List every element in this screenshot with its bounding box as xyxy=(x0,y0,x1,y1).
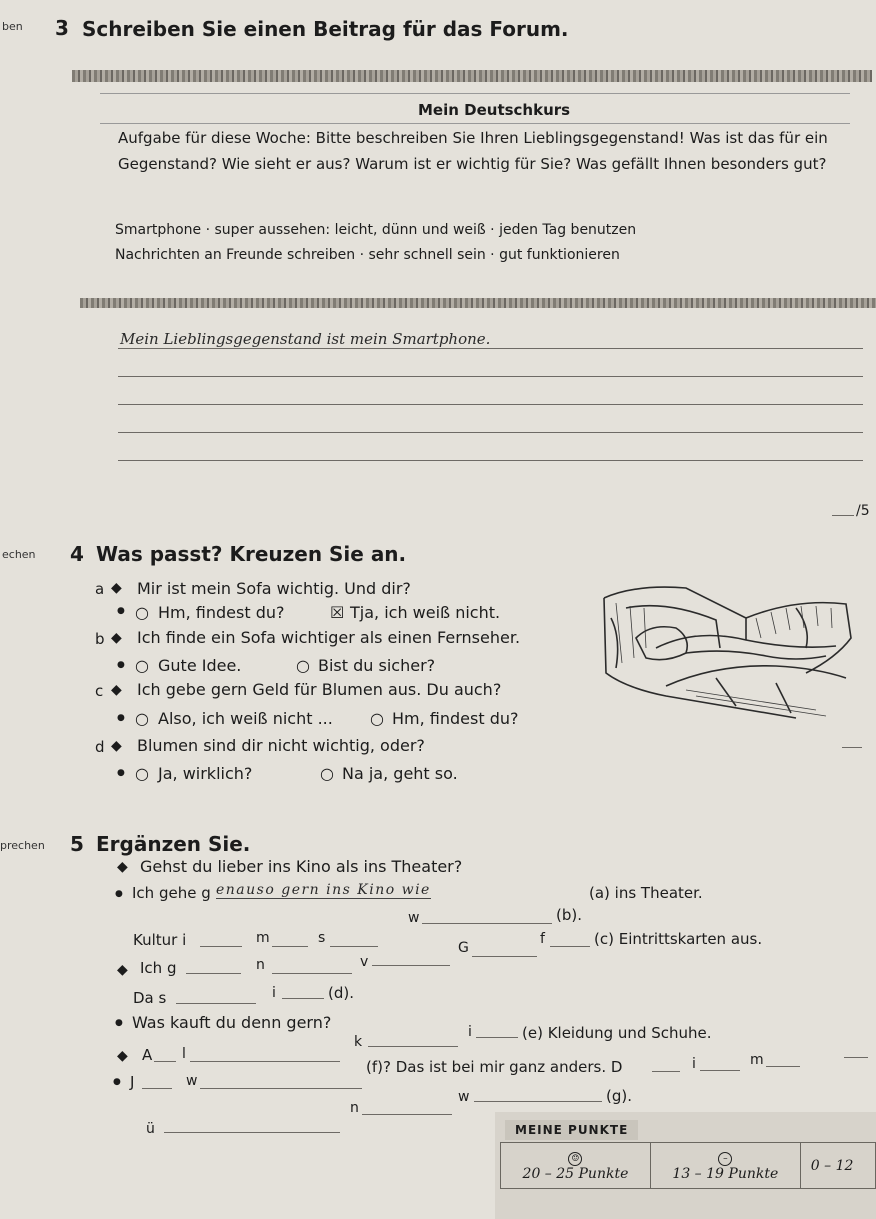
blank-letter: v xyxy=(360,954,369,970)
writing-line[interactable] xyxy=(118,376,863,377)
item-b-prompt: Ich finde ein Sofa wichtiger als einen Fernseher. xyxy=(137,628,521,647)
fill-blank[interactable] xyxy=(472,956,537,957)
item-b-opt1-label: Gute Idee. xyxy=(158,656,242,675)
fill-blank[interactable] xyxy=(368,1046,458,1047)
forum-rule xyxy=(100,123,850,124)
fill-blank[interactable] xyxy=(186,973,241,974)
blank-letter: w xyxy=(458,1089,470,1105)
fill-blank[interactable] xyxy=(200,1088,362,1089)
fill-blank[interactable] xyxy=(550,946,590,947)
blank-suffix-e: (e) Kleidung und Schuhe. xyxy=(522,1024,712,1042)
item-b-letter: b xyxy=(95,630,105,648)
writing-line[interactable] xyxy=(118,404,863,405)
fill-blank[interactable] xyxy=(190,1061,340,1062)
exercise-4-number: 4 xyxy=(70,542,84,566)
points-range-mid: 13 – 19 Punkte xyxy=(672,1166,779,1182)
blank-letter: ü xyxy=(146,1121,155,1137)
bullet-icon: ● xyxy=(113,1077,121,1087)
kultur-prefix: Kultur i xyxy=(133,931,187,949)
task-line-1: Aufgabe für diese Woche: Bitte beschreiben Sie Ihren Lieblingsgegenstand! Was ist das für ein xyxy=(118,129,828,147)
item-a-prompt: Mir ist mein Sofa wichtig. Und dir? xyxy=(137,579,411,598)
writing-line[interactable] xyxy=(118,348,863,349)
exercise-4-title: Was passt? Kreuzen Sie an. xyxy=(96,542,407,566)
forum-rule xyxy=(100,93,850,94)
fill-blank[interactable] xyxy=(372,965,450,966)
exercise-3-title: Schreiben Sie einen Beitrag für das Forum. xyxy=(82,17,569,41)
notes-line-1: Smartphone · super aussehen: leicht, dünn und weiß · jeden Tag benutzen xyxy=(115,222,637,238)
fill-blank[interactable] xyxy=(272,973,352,974)
blank-letter: n xyxy=(350,1100,359,1116)
item-c-letter: c xyxy=(95,682,104,700)
fill-blank[interactable] xyxy=(282,998,324,999)
fill-blank[interactable] xyxy=(142,1088,172,1089)
blank-letter: k xyxy=(354,1034,363,1050)
score-blank[interactable] xyxy=(832,515,854,516)
fill-blank[interactable] xyxy=(476,1037,518,1038)
item-a-opt2-checkbox-checked[interactable]: ☒ xyxy=(330,603,345,622)
points-cell-mid xyxy=(650,1143,800,1189)
answer-1-suffix: (a) ins Theater. xyxy=(589,884,703,902)
bullet-icon: ● xyxy=(117,713,125,723)
fill-blank[interactable] xyxy=(700,1070,740,1071)
bullet-icon: ● xyxy=(117,606,125,616)
item-d-opt2-label: Na ja, geht so. xyxy=(342,764,458,783)
forum-title: Mein Deutschkurs xyxy=(418,101,571,119)
question-2: Was kauft du denn gern? xyxy=(132,1013,332,1032)
fill-blank[interactable] xyxy=(362,1114,452,1115)
fill-blank[interactable] xyxy=(164,1132,340,1133)
bullet-icon: ● xyxy=(115,889,123,899)
blank-letter: m xyxy=(256,930,270,946)
diamond-icon: ◆ xyxy=(117,962,128,978)
points-cell-best xyxy=(501,1143,651,1189)
item-c-opt1-label: Also, ich weiß nicht ... xyxy=(158,709,333,728)
blank-suffix-d: (d). xyxy=(328,984,354,1002)
das-prefix: Da s xyxy=(133,989,167,1007)
points-table xyxy=(500,1142,876,1189)
fill-blank[interactable] xyxy=(200,946,242,947)
writing-line[interactable] xyxy=(118,432,863,433)
exercise-3-number: 3 xyxy=(55,16,69,40)
sofa-illustration xyxy=(596,578,858,728)
diamond-icon: ◆ xyxy=(117,1048,128,1064)
item-b-opt2-label: Bist du sicher? xyxy=(318,656,436,675)
notes-line-2: Nachrichten an Freunde schreiben · sehr schnell sein · gut funktionieren xyxy=(115,247,620,263)
fill-blank[interactable] xyxy=(422,923,552,924)
diamond-icon: ◆ xyxy=(111,580,122,596)
blank-suffix-c: (c) Eintrittskarten aus. xyxy=(594,930,763,948)
bullet-icon: ● xyxy=(117,660,125,670)
item-a-opt2-label: Tja, ich weiß nicht. xyxy=(350,603,501,622)
item-c-opt2-label: Hm, findest du? xyxy=(392,709,519,728)
fill-blank[interactable] xyxy=(652,1071,680,1072)
blank-letter: m xyxy=(750,1052,764,1068)
blank-letter: i xyxy=(692,1056,696,1072)
exercise-3-score: /5 xyxy=(856,503,870,519)
margin-label-top: ben xyxy=(2,20,23,33)
diamond-icon: ◆ xyxy=(111,738,122,754)
fill-blank[interactable] xyxy=(272,946,308,947)
item-b-opt2-checkbox[interactable]: ○ xyxy=(296,656,310,675)
item-d-prompt: Blumen sind dir nicht wichtig, oder? xyxy=(137,736,425,755)
exercise-5-number: 5 xyxy=(70,832,84,856)
smiley-neutral-icon: – xyxy=(718,1152,732,1166)
points-header: MEINE PUNKTE xyxy=(505,1120,638,1140)
margin-label-ex5: prechen xyxy=(0,839,45,852)
bullet-icon: ● xyxy=(117,768,125,778)
item-c-opt1-checkbox[interactable]: ○ xyxy=(135,709,149,728)
points-cell-low xyxy=(800,1143,875,1189)
diamond-icon: ◆ xyxy=(111,682,122,698)
writing-line[interactable] xyxy=(118,460,863,461)
item-d-opt1-checkbox[interactable]: ○ xyxy=(135,764,149,783)
blank-letter: l xyxy=(182,1046,186,1062)
answer-handwritten: Mein Lieblingsgegenstand ist mein Smartphone. xyxy=(120,330,491,348)
answer-1-handwritten[interactable]: enauso gern ins Kino wie xyxy=(216,882,431,898)
blank-suffix-f: (f)? Das ist bei mir ganz anders. D xyxy=(366,1058,623,1076)
blank-letter: w xyxy=(408,910,420,926)
forum-reply-band xyxy=(80,298,876,308)
blank-suffix-b: (b). xyxy=(556,906,582,924)
ichg-prefix: Ich g xyxy=(140,959,177,977)
blank-letter: s xyxy=(318,930,326,946)
item-c-opt2-checkbox[interactable]: ○ xyxy=(370,709,384,728)
fill-blank[interactable] xyxy=(154,1061,176,1062)
score-blank[interactable] xyxy=(842,747,862,748)
blank-letter: n xyxy=(256,957,265,973)
blank-letter: G xyxy=(458,940,469,956)
points-range-low: 0 – 12 xyxy=(810,1157,854,1174)
fill-blank[interactable] xyxy=(330,946,378,947)
fill-blank[interactable] xyxy=(176,1003,256,1004)
exercise-5-title: Ergänzen Sie. xyxy=(96,832,251,856)
blank-letter-A: A xyxy=(142,1046,153,1064)
item-a-letter: a xyxy=(95,580,105,598)
points-range-best: 20 – 25 Punkte xyxy=(522,1166,629,1182)
item-a-opt1-label: Hm, findest du? xyxy=(158,603,285,622)
item-d-letter: d xyxy=(95,738,105,756)
forum-header-band xyxy=(72,70,872,82)
blank-letter: w xyxy=(186,1073,198,1089)
diamond-icon: ◆ xyxy=(117,859,128,875)
blank-suffix-g: (g). xyxy=(606,1087,632,1105)
item-d-opt1-label: Ja, wirklich? xyxy=(158,764,253,783)
task-line-2: Gegenstand? Wie sieht er aus? Warum ist er wichtig für Sie? Was gefällt Ihnen besonders gut? xyxy=(118,155,827,173)
score-blank[interactable] xyxy=(844,1057,868,1058)
blank-letter: f xyxy=(540,931,545,947)
question-1: Gehst du lieber ins Kino als ins Theater? xyxy=(140,857,463,876)
blank-letter: i xyxy=(468,1024,472,1040)
answer-1-prefix: Ich gehe g xyxy=(132,884,211,902)
item-a-opt1-checkbox[interactable]: ○ xyxy=(135,603,149,622)
item-d-opt2-checkbox[interactable]: ○ xyxy=(320,764,334,783)
diamond-icon: ◆ xyxy=(111,630,122,646)
fill-blank[interactable] xyxy=(474,1101,602,1102)
margin-label-ex4: echen xyxy=(2,548,36,561)
bullet-icon: ● xyxy=(115,1018,123,1028)
smiley-happy-icon: ☺ xyxy=(568,1152,582,1166)
blank-letter-J: J xyxy=(130,1073,135,1091)
fill-blank[interactable] xyxy=(766,1066,800,1067)
item-c-prompt: Ich gebe gern Geld für Blumen aus. Du auch? xyxy=(137,680,502,699)
blank-letter: i xyxy=(272,985,276,1001)
item-b-opt1-checkbox[interactable]: ○ xyxy=(135,656,149,675)
